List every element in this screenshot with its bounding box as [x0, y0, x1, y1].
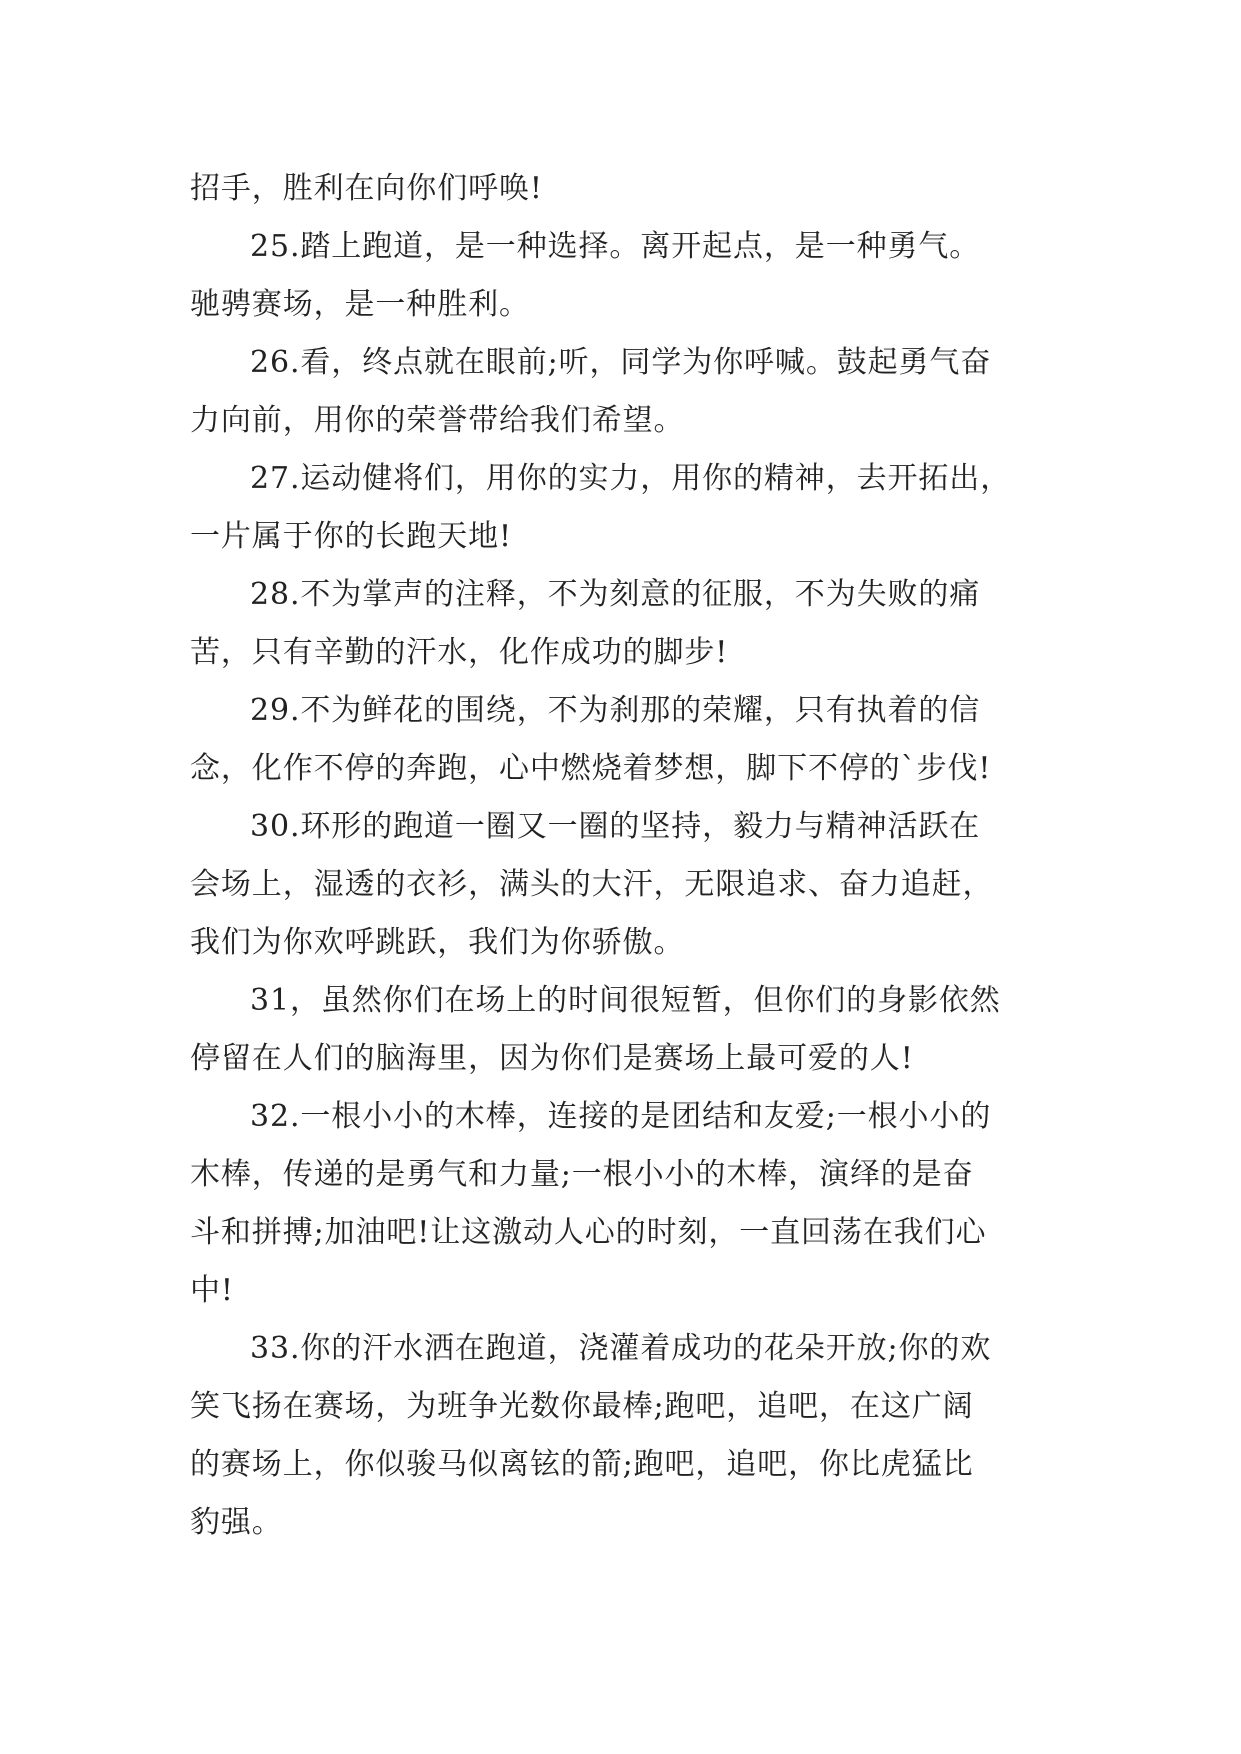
text-line: 停留在人们的脑海里，因为你们是赛场上最可爱的人! [190, 1041, 914, 1076]
text-line: 一片属于你的长跑天地! [190, 519, 512, 554]
text-line: 我们为你欢呼跳跃，我们为你骄傲。 [190, 925, 685, 960]
text-line: 驰骋赛场，是一种胜利。 [190, 287, 530, 322]
text-line: 的赛场上，你似骏马似离铉的箭;跑吧，追吧，你比虎猛比 [190, 1447, 974, 1482]
text-line: 33.你的汗水洒在跑道，浇灌着成功的花朵开放;你的欢 [250, 1331, 992, 1366]
text-line: 会场上，湿透的衣衫，满头的大汗，无限追求、奋力追赶， [190, 867, 994, 902]
text-line: 中! [190, 1273, 234, 1308]
text-line: 念，化作不停的奔跑，心中燃烧着梦想，脚下不停的`步伐! [190, 751, 992, 786]
text-line: 27.运动健将们，用你的实力，用你的精神，去开拓出， [250, 461, 1012, 496]
text-line: 木棒，传递的是勇气和力量;一根小小的木棒，演绎的是奋 [190, 1157, 974, 1192]
text-line: 28.不为掌声的注释，不为刻意的征服，不为失败的痛 [250, 577, 981, 612]
text-line: 26.看，终点就在眼前;听，同学为你呼喊。鼓起勇气奋 [250, 345, 992, 380]
text-line: 斗和拼搏;加油吧!让这激动人心的时刻，一直回荡在我们心 [190, 1215, 987, 1250]
text-line: 31，虽然你们在场上的时间很短暂，但你们的身影依然 [250, 983, 1001, 1018]
document-body [190, 160, 1050, 1552]
text-line: 32.一根小小的木棒，连接的是团结和友爱;一根小小的 [250, 1099, 992, 1134]
text-line: 29.不为鲜花的围绕，不为刹那的荣耀，只有执着的信 [250, 693, 981, 728]
text-line: 苦，只有辛勤的汗水，化作成功的脚步! [190, 635, 729, 670]
text-line: 豹强。 [190, 1505, 283, 1540]
text-line: 25.踏上跑道，是一种选择。离开起点，是一种勇气。 [250, 229, 981, 264]
text-line: 30.环形的跑道一圈又一圈的坚持，毅力与精神活跃在 [250, 809, 981, 844]
text-line: 笑飞扬在赛场，为班争光数你最棒;跑吧，追吧，在这广阔 [190, 1389, 974, 1424]
text-line: 力向前，用你的荣誉带给我们希望。 [190, 403, 685, 438]
text-line: 招手，胜利在向你们呼唤! [190, 171, 543, 206]
